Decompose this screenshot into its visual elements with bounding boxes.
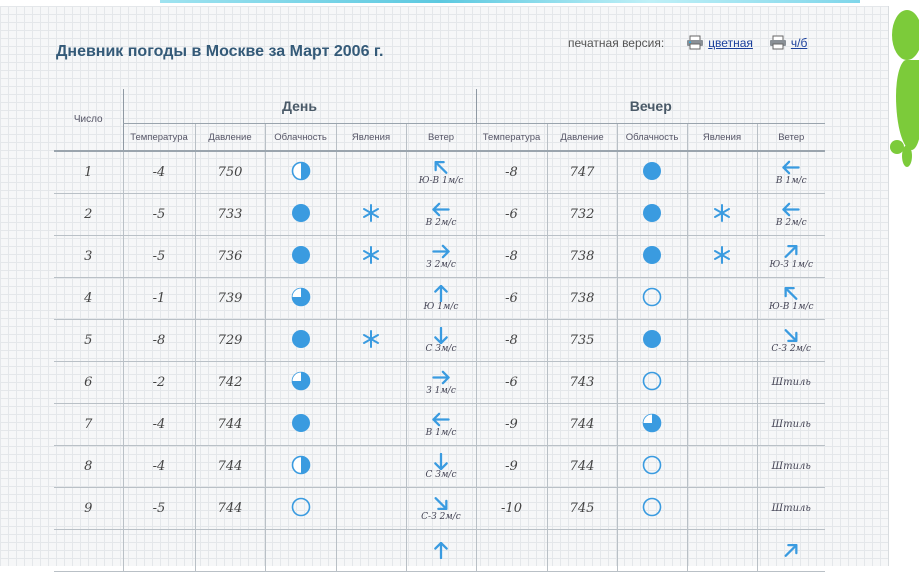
day-temperature: -5 [123,488,195,530]
wind-arrow-nw-icon [780,285,802,302]
cloud-quarter-icon [291,371,311,391]
top-decoration [160,0,860,3]
eve-wind [757,362,825,404]
day-temperature: -4 [123,404,195,446]
day-wind [406,530,476,572]
day-phenomena [336,236,406,278]
cloud-empty-icon [291,497,311,517]
printer-color-icon[interactable] [686,35,704,50]
day-pressure: 750 [195,151,265,194]
day-wind [406,278,476,320]
eve-phenomena [687,278,757,320]
evening-phenomena-header: Явления [687,124,757,152]
number-header: Число [54,89,123,151]
day-pressure: 739 [195,278,265,320]
eve-temperature: -8 [476,320,547,362]
eve-wind-text: Ю-З 1м/с [769,260,813,270]
wind-arrow-w-icon [430,201,452,218]
day-temperature: -5 [123,194,195,236]
cloud-full-icon [291,413,311,433]
eve-pressure: 738 [547,236,617,278]
row-number: 5 [54,320,123,362]
eve-pressure: 732 [547,194,617,236]
eve-phenomena [687,530,757,572]
wind-arrow-w-icon [780,201,802,218]
evening-group-header: Вечер [476,89,825,124]
cloud-full-icon [642,161,662,181]
eve-pressure: 735 [547,320,617,362]
eve-phenomena [687,446,757,488]
snow-icon [362,330,380,348]
day-phenomena [336,151,406,194]
table-row [54,194,825,236]
day-wind-text: С 3м/с [425,470,457,480]
eve-cloudiness [617,194,687,236]
eve-wind-text: Штиль [771,419,811,430]
eve-pressure: 744 [547,404,617,446]
day-cloudiness [265,488,336,530]
eve-wind [757,404,825,446]
eve-pressure [547,530,617,572]
evening-wind-header: Ветер [757,124,825,152]
eve-wind [757,530,825,572]
day-pressure [195,530,265,572]
cloud-full-icon [291,329,311,349]
row-number: 1 [54,151,123,194]
day-cloudiness [265,530,336,572]
table-row [54,446,825,488]
eve-pressure: 747 [547,151,617,194]
row-number: 4 [54,278,123,320]
day-temperature: -2 [123,362,195,404]
table-row [54,320,825,362]
day-phenomena-header: Явления [336,124,406,152]
eve-temperature: -8 [476,236,547,278]
eve-phenomena [687,404,757,446]
leaf-decoration [884,0,919,545]
day-wind [406,151,476,194]
day-wind-text: В 1м/с [425,428,457,438]
day-group-header: День [123,89,476,124]
day-pressure: 729 [195,320,265,362]
wind-arrow-n-icon [430,542,452,559]
row-number: 8 [54,446,123,488]
row-number [54,530,123,572]
cloud-full-icon [291,245,311,265]
day-wind [406,194,476,236]
table-row [54,530,825,572]
day-pressure: 744 [195,488,265,530]
cloud-empty-icon [642,455,662,475]
row-number: 6 [54,362,123,404]
cloud-empty-icon [642,371,662,391]
evening-pressure-header: Давление [547,124,617,152]
eve-temperature [476,530,547,572]
day-phenomena [336,446,406,488]
eve-cloudiness [617,362,687,404]
eve-temperature: -6 [476,278,547,320]
day-pressure: 744 [195,446,265,488]
wind-arrow-se-icon [430,495,452,512]
eve-phenomena [687,362,757,404]
day-cloudiness [265,151,336,194]
eve-cloudiness [617,530,687,572]
day-wind [406,362,476,404]
day-cloudiness [265,446,336,488]
wind-arrow-w-icon [780,159,802,176]
day-temperature: -4 [123,151,195,194]
day-temperature: -4 [123,446,195,488]
eve-phenomena [687,236,757,278]
snow-icon [713,246,731,264]
cloud-full-icon [291,203,311,223]
day-wind [406,236,476,278]
print-color-link[interactable]: цветная [708,35,753,50]
day-wind-text: С-З 2м/с [421,512,461,522]
day-temperature-header: Температура [123,124,195,152]
eve-phenomena [687,488,757,530]
day-phenomena [336,362,406,404]
eve-wind [757,488,825,530]
eve-wind-text: В 1м/с [775,176,807,186]
wind-arrow-e-icon [430,243,452,260]
day-pressure: 744 [195,404,265,446]
eve-phenomena [687,151,757,194]
wind-arrow-s-icon [430,453,452,470]
cloud-empty-icon [642,287,662,307]
day-cloudiness [265,404,336,446]
eve-wind-text: Ю-В 1м/с [768,302,814,312]
day-cloudiness [265,236,336,278]
day-phenomena [336,320,406,362]
eve-wind-text: Штиль [771,503,811,514]
cloud-full-icon [642,245,662,265]
eve-temperature: -10 [476,488,547,530]
row-number: 3 [54,236,123,278]
eve-cloudiness [617,320,687,362]
day-temperature: -8 [123,320,195,362]
wind-arrow-w-icon [430,411,452,428]
row-number: 9 [54,488,123,530]
eve-temperature: -8 [476,151,547,194]
table-row [54,236,825,278]
eve-wind [757,278,825,320]
wind-arrow-ne-icon [780,542,802,559]
wind-arrow-n-icon [430,285,452,302]
eve-temperature: -9 [476,404,547,446]
eve-wind [757,151,825,194]
eve-wind [757,446,825,488]
day-phenomena [336,488,406,530]
cloud-quarter-icon [291,287,311,307]
eve-cloudiness [617,278,687,320]
day-wind [406,446,476,488]
day-cloudiness [265,320,336,362]
row-number: 7 [54,404,123,446]
wind-arrow-e-icon [430,369,452,386]
day-cloudiness-header: Облачность [265,124,336,152]
day-wind-text: Ю 1м/с [423,302,459,312]
cloud-full-icon [642,203,662,223]
day-wind [406,488,476,530]
eve-phenomena [687,320,757,362]
wind-arrow-nw-icon [430,159,452,176]
eve-cloudiness [617,488,687,530]
eve-pressure: 744 [547,446,617,488]
day-wind [406,320,476,362]
eve-cloudiness [617,151,687,194]
day-wind [406,404,476,446]
eve-wind [757,236,825,278]
eve-cloudiness [617,236,687,278]
day-pressure: 742 [195,362,265,404]
cloud-empty-icon [642,497,662,517]
table-row [54,278,825,320]
eve-pressure: 738 [547,278,617,320]
row-number: 2 [54,194,123,236]
eve-wind-text: С-З 2м/с [771,344,812,354]
eve-phenomena [687,194,757,236]
print-version-bar [568,35,823,50]
day-temperature [123,530,195,572]
day-phenomena [336,278,406,320]
printer-bw-icon[interactable] [769,35,787,50]
day-phenomena [336,530,406,572]
wind-arrow-se-icon [780,327,802,344]
day-cloudiness [265,362,336,404]
day-pressure: 736 [195,236,265,278]
day-pressure-header: Давление [195,124,265,152]
day-phenomena [336,404,406,446]
page-title: Дневник погоды в Москве за Март 2006 г. [56,43,384,60]
eve-wind-text: Штиль [771,377,811,388]
day-temperature: -1 [123,278,195,320]
table-row [54,488,825,530]
eve-pressure: 743 [547,362,617,404]
day-phenomena [336,194,406,236]
cloud-full-icon [642,329,662,349]
wind-arrow-ne-icon [780,243,802,260]
table-row [54,404,825,446]
eve-pressure: 745 [547,488,617,530]
weather-table [54,89,825,572]
evening-cloudiness-header: Облачность [617,124,687,152]
eve-temperature: -6 [476,194,547,236]
eve-wind [757,194,825,236]
print-bw-link[interactable]: ч/б [790,35,808,50]
day-wind-text: З 2м/с [426,260,456,270]
evening-temperature-header: Температура [476,124,547,152]
day-pressure: 733 [195,194,265,236]
eve-wind-text: Штиль [771,461,811,472]
day-wind-header: Ветер [406,124,476,152]
wind-arrow-s-icon [430,327,452,344]
snow-icon [713,204,731,222]
print-label: печатная версия: [568,35,665,50]
snow-icon [362,246,380,264]
eve-cloudiness [617,404,687,446]
cloud-quarter-icon [642,413,662,433]
cloud-half-icon [291,161,311,181]
eve-temperature: -6 [476,362,547,404]
day-wind-text: З 1м/с [426,386,456,396]
snow-icon [362,204,380,222]
eve-wind-text: В 2м/с [775,218,807,228]
day-cloudiness [265,278,336,320]
day-wind-text: Ю-В 1м/с [418,176,464,186]
day-temperature: -5 [123,236,195,278]
day-wind-text: С 3м/с [425,344,457,354]
table-row [54,151,825,194]
table-row [54,362,825,404]
eve-wind [757,320,825,362]
day-cloudiness [265,194,336,236]
day-wind-text: В 2м/с [425,218,457,228]
eve-temperature: -9 [476,446,547,488]
cloud-half-icon [291,455,311,475]
eve-cloudiness [617,446,687,488]
